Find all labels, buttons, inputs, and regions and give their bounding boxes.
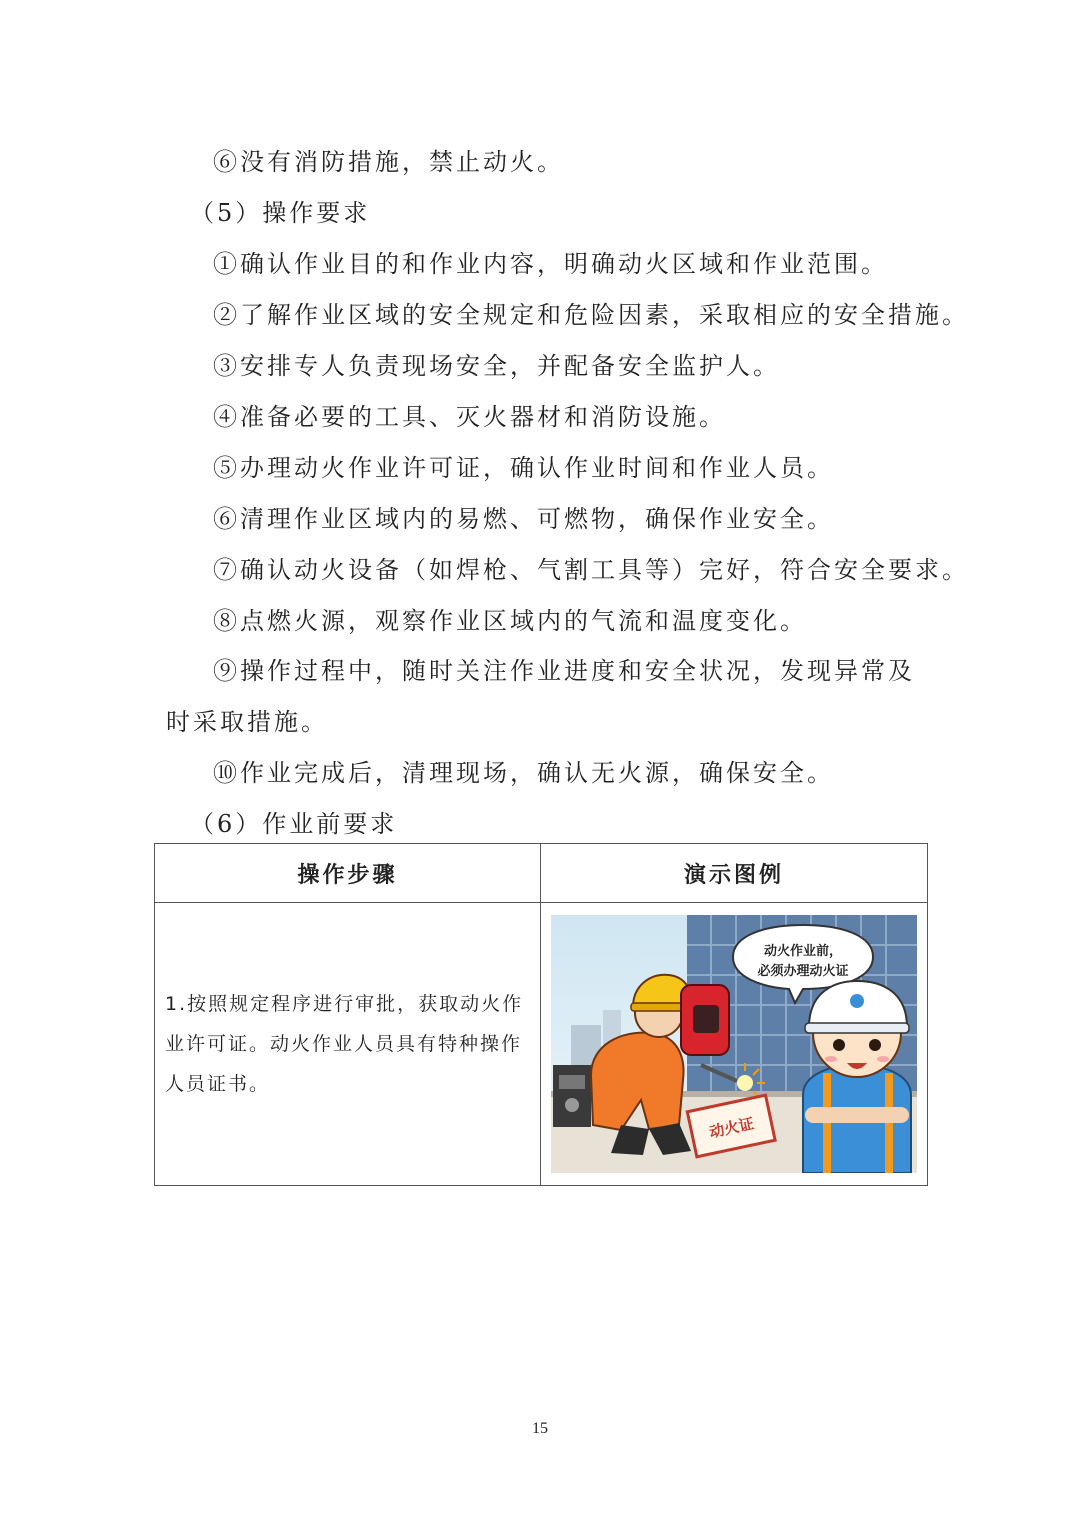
section-heading-pre-work-requirements: （6）作业前要求 bbox=[190, 810, 398, 838]
page-number: 15 bbox=[532, 1420, 548, 1437]
illustration-cell bbox=[541, 903, 928, 1186]
para-item-10: ⑩作业完成后，清理现场，确认无火源，确保安全。 bbox=[213, 759, 834, 787]
para-item-3: ③安排专人负责现场安全，并配备安全监护人。 bbox=[213, 352, 780, 380]
speech-line-1: 动火作业前， bbox=[763, 944, 843, 959]
para-item-5: ⑤办理动火作业许可证，确认作业时间和作业人员。 bbox=[213, 454, 834, 482]
table-row bbox=[155, 903, 928, 1186]
para-item-7: ⑦确认动火设备（如焊枪、气割工具等）完好，符合安全要求。 bbox=[213, 556, 969, 584]
table-header-row bbox=[155, 844, 928, 903]
header-operation-steps: 操作步骤 bbox=[155, 844, 541, 903]
para-no-fire-measures: ⑥没有消防措施，禁止动火。 bbox=[213, 148, 564, 176]
speech-line-2: 必须办理动火证 bbox=[757, 964, 849, 979]
supervisor-figure bbox=[803, 981, 911, 1173]
hot-work-permit-illustration bbox=[551, 915, 917, 1173]
steps-table bbox=[154, 843, 928, 1186]
para-item-2: ②了解作业区域的安全规定和危险因素，采取相应的安全措施。 bbox=[213, 301, 969, 329]
para-item-8: ⑧点燃火源，观察作业区域内的气流和温度变化。 bbox=[213, 607, 807, 635]
para-item-9: ⑨操作过程中，随时关注作业进度和安全状况，发现异常及时采取措施。 bbox=[166, 657, 915, 736]
header-demo-illustration: 演示图例 bbox=[541, 844, 928, 903]
para-item-1: ①确认作业目的和作业内容，明确动火区域和作业范围。 bbox=[213, 250, 888, 278]
para-item-6: ⑥清理作业区域内的易燃、可燃物，确保作业安全。 bbox=[213, 505, 834, 533]
step-description: 1.按照规定程序进行审批，获取动火作业许可证。动火作业人员具有特种操作人员证书。 bbox=[155, 903, 541, 1186]
permit-label: 动火证 bbox=[707, 1114, 756, 1142]
para-item-4: ④准备必要的工具、灭火器材和消防设施。 bbox=[213, 403, 726, 431]
section-heading-operation-requirements: （5）操作要求 bbox=[190, 199, 371, 227]
